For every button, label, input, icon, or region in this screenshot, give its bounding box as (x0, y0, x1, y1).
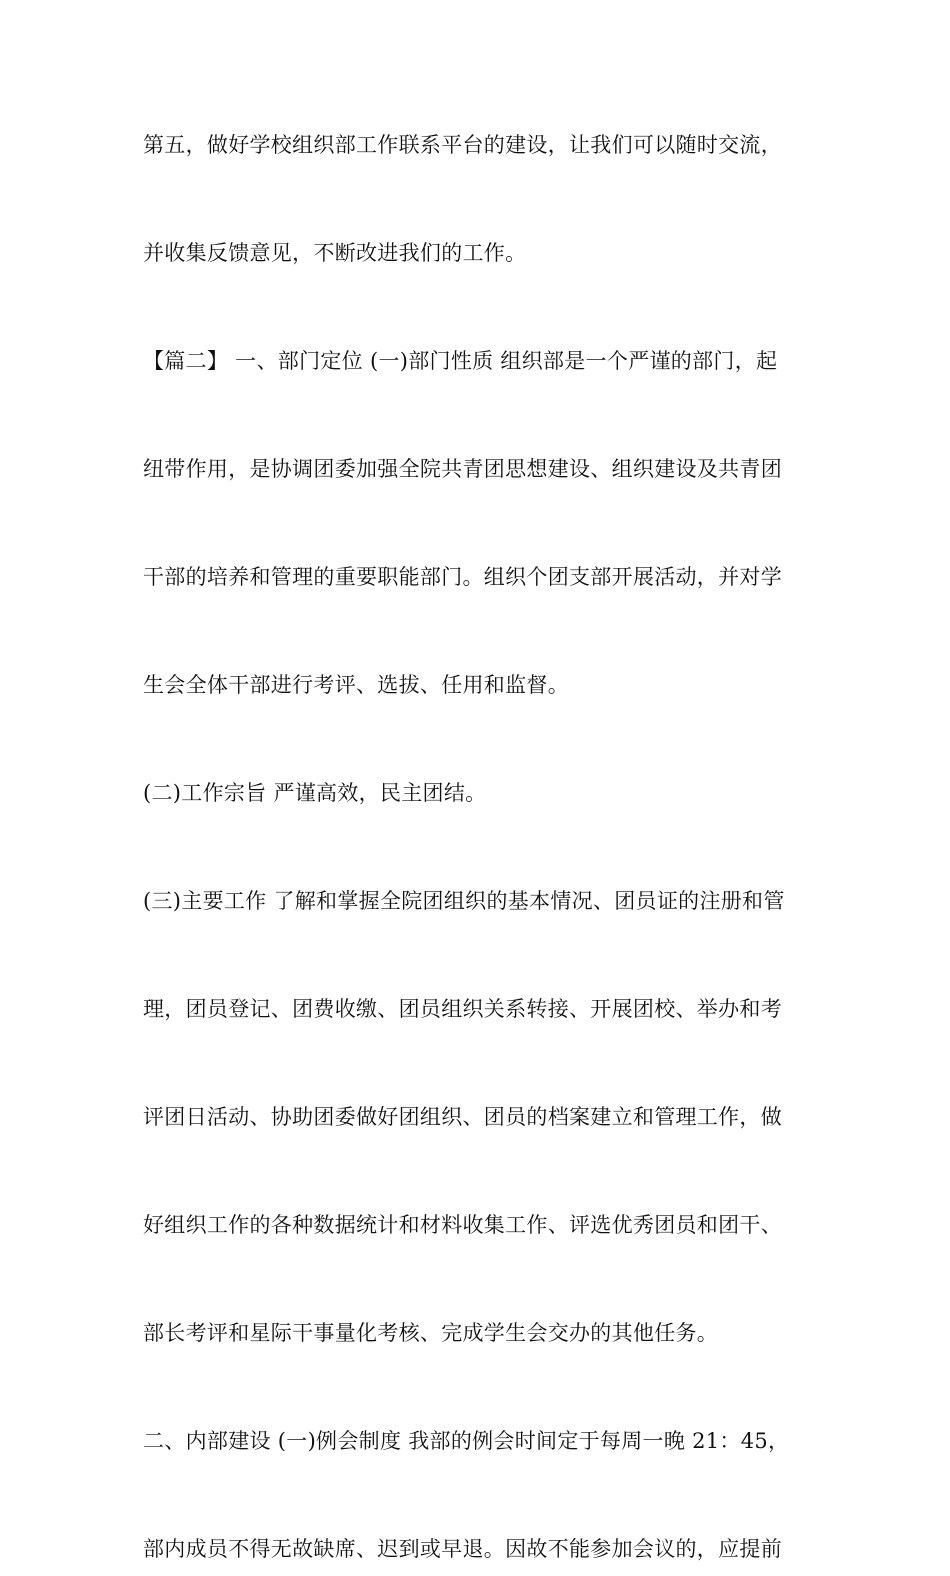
text-line: 干部的培养和管理的重要职能部门。组织个团支部开展活动，并对学 (143, 565, 782, 589)
text-line: 纽带作用，是协调团委加强全院共青团思想建设、组织建设及共青团 (143, 457, 782, 481)
text-line: 好组织工作的各种数据统计和材料收集工作、评选优秀团员和团干、 (143, 1213, 782, 1237)
text-line: 部长考评和星际干事量化考核、完成学生会交办的其他任务。 (143, 1321, 719, 1345)
text-line: 并收集反馈意见，不断改进我们的工作。 (143, 241, 527, 265)
text-line: 第五，做好学校组织部工作联系平台的建设，让我们可以随时交流， (143, 133, 782, 157)
text-line: 部内成员不得无故缺席、迟到或早退。因故不能参加会议的，应提前 (143, 1537, 782, 1561)
text-line: 评团日活动、协助团委做好团组织、团员的档案建立和管理工作，做 (143, 1105, 782, 1129)
text-line: 【篇二】 一、部门定位 (一)部门性质 组织部是一个严谨的部门，起 (143, 349, 778, 373)
text-line: 理，团员登记、团费收缴、团员组织关系转接、开展团校、举办和考 (143, 997, 782, 1021)
text-line: (二)工作宗旨 严谨高效，民主团结。 (143, 781, 487, 805)
text-line: 二、内部建设 (一)例会制度 我部的例会时间定于每周一晚 21：45， (143, 1429, 790, 1453)
text-line: 生会全体干部进行考评、选拔、任用和监督。 (143, 673, 569, 697)
text-line: (三)主要工作 了解和掌握全院团组织的基本情况、团员证的注册和管 (143, 889, 785, 913)
document-body (143, 118, 808, 1576)
